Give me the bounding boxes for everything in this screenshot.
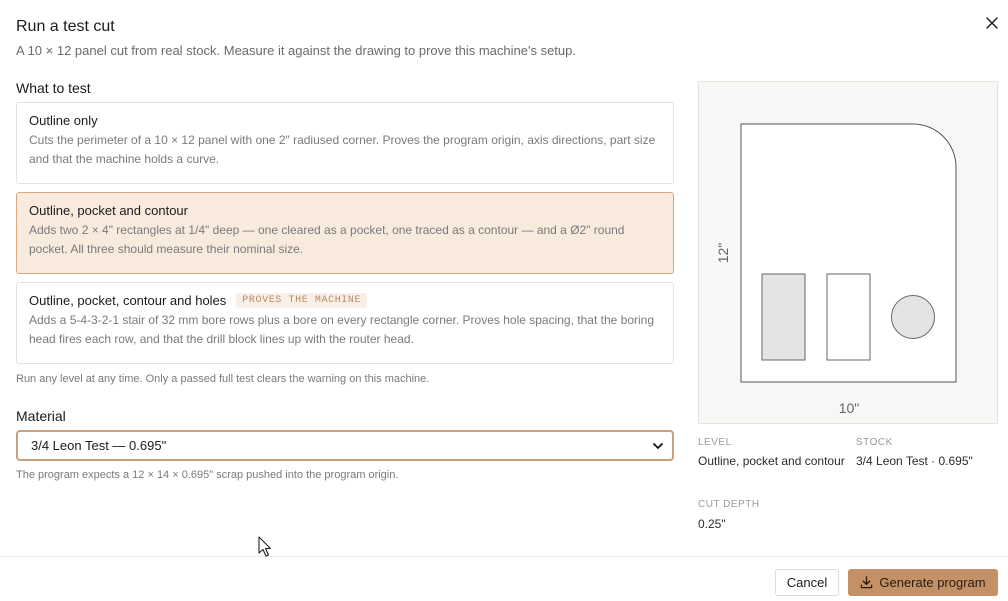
- width-dimension: 10": [838, 400, 860, 416]
- level-value: Outline, pocket and contour: [698, 454, 845, 468]
- contour-rectangle: [827, 274, 870, 360]
- dialog-title: Run a test cut: [16, 18, 115, 35]
- pocket-rectangle: [762, 274, 805, 360]
- material-label: Material: [16, 408, 66, 424]
- mouse-cursor-icon: [258, 536, 272, 558]
- cancel-button[interactable]: Cancel: [775, 569, 839, 596]
- panel-drawing: [699, 82, 999, 425]
- option-description: Adds a 5-4-3-2-1 stair of 32 mm bore rows plus a bore on every rectangle corner. Proves hole spacing, that the boring head fires each row, and that the drill block lines up with the router head.: [29, 313, 654, 346]
- option-title: Outline, pocket, contour and holes: [29, 293, 227, 308]
- option-title: Outline only: [29, 113, 98, 128]
- what-to-test-label: What to test: [16, 80, 91, 96]
- download-icon: [860, 576, 873, 589]
- test-level-hint: Run any level at any time. Only a passed full test clears the warning on this machine.: [16, 373, 430, 385]
- close-button[interactable]: [983, 14, 1001, 32]
- chevron-down-icon: [652, 440, 664, 452]
- close-icon: [986, 17, 998, 29]
- material-select-value: 3/4 Leon Test — 0.695": [31, 438, 167, 453]
- level-label: LEVEL: [698, 437, 732, 448]
- cut-depth-label: CUT DEPTH: [698, 499, 760, 510]
- proves-machine-badge: PROVES THE MACHINE: [236, 293, 367, 308]
- option-outline-pocket-contour[interactable]: [16, 192, 674, 274]
- round-pocket: [892, 296, 935, 339]
- option-outline-only[interactable]: [16, 102, 674, 184]
- option-description: Cuts the perimeter of a 10 × 12 panel with one 2" radiused corner. Proves the program origin, axis directions, part size and that the machine holds a curve.: [29, 133, 656, 166]
- dialog-subtitle: A 10 × 12 panel cut from real stock. Measure it against the drawing to prove this machine's setup.: [16, 43, 576, 58]
- material-hint: The program expects a 12 × 14 × 0.695" scrap pushed into the program origin.: [16, 469, 399, 481]
- panel-preview: [698, 81, 998, 424]
- generate-program-label: Generate program: [879, 575, 986, 590]
- stock-label: STOCK: [856, 437, 893, 448]
- option-description: Adds two 2 × 4" rectangles at 1/4" deep — one cleared as a pocket, one traced as a contour — and a Ø2" round pocket. All three should measure their nominal size.: [29, 223, 625, 256]
- stock-value: 3/4 Leon Test · 0.695": [856, 454, 973, 468]
- option-outline-pocket-contour-holes[interactable]: [16, 282, 674, 364]
- cut-depth-value: 0.25": [698, 517, 726, 531]
- generate-program-button[interactable]: [848, 569, 998, 596]
- material-select[interactable]: [16, 430, 674, 461]
- option-title: Outline, pocket and contour: [29, 203, 188, 218]
- height-dimension: 12": [715, 242, 731, 264]
